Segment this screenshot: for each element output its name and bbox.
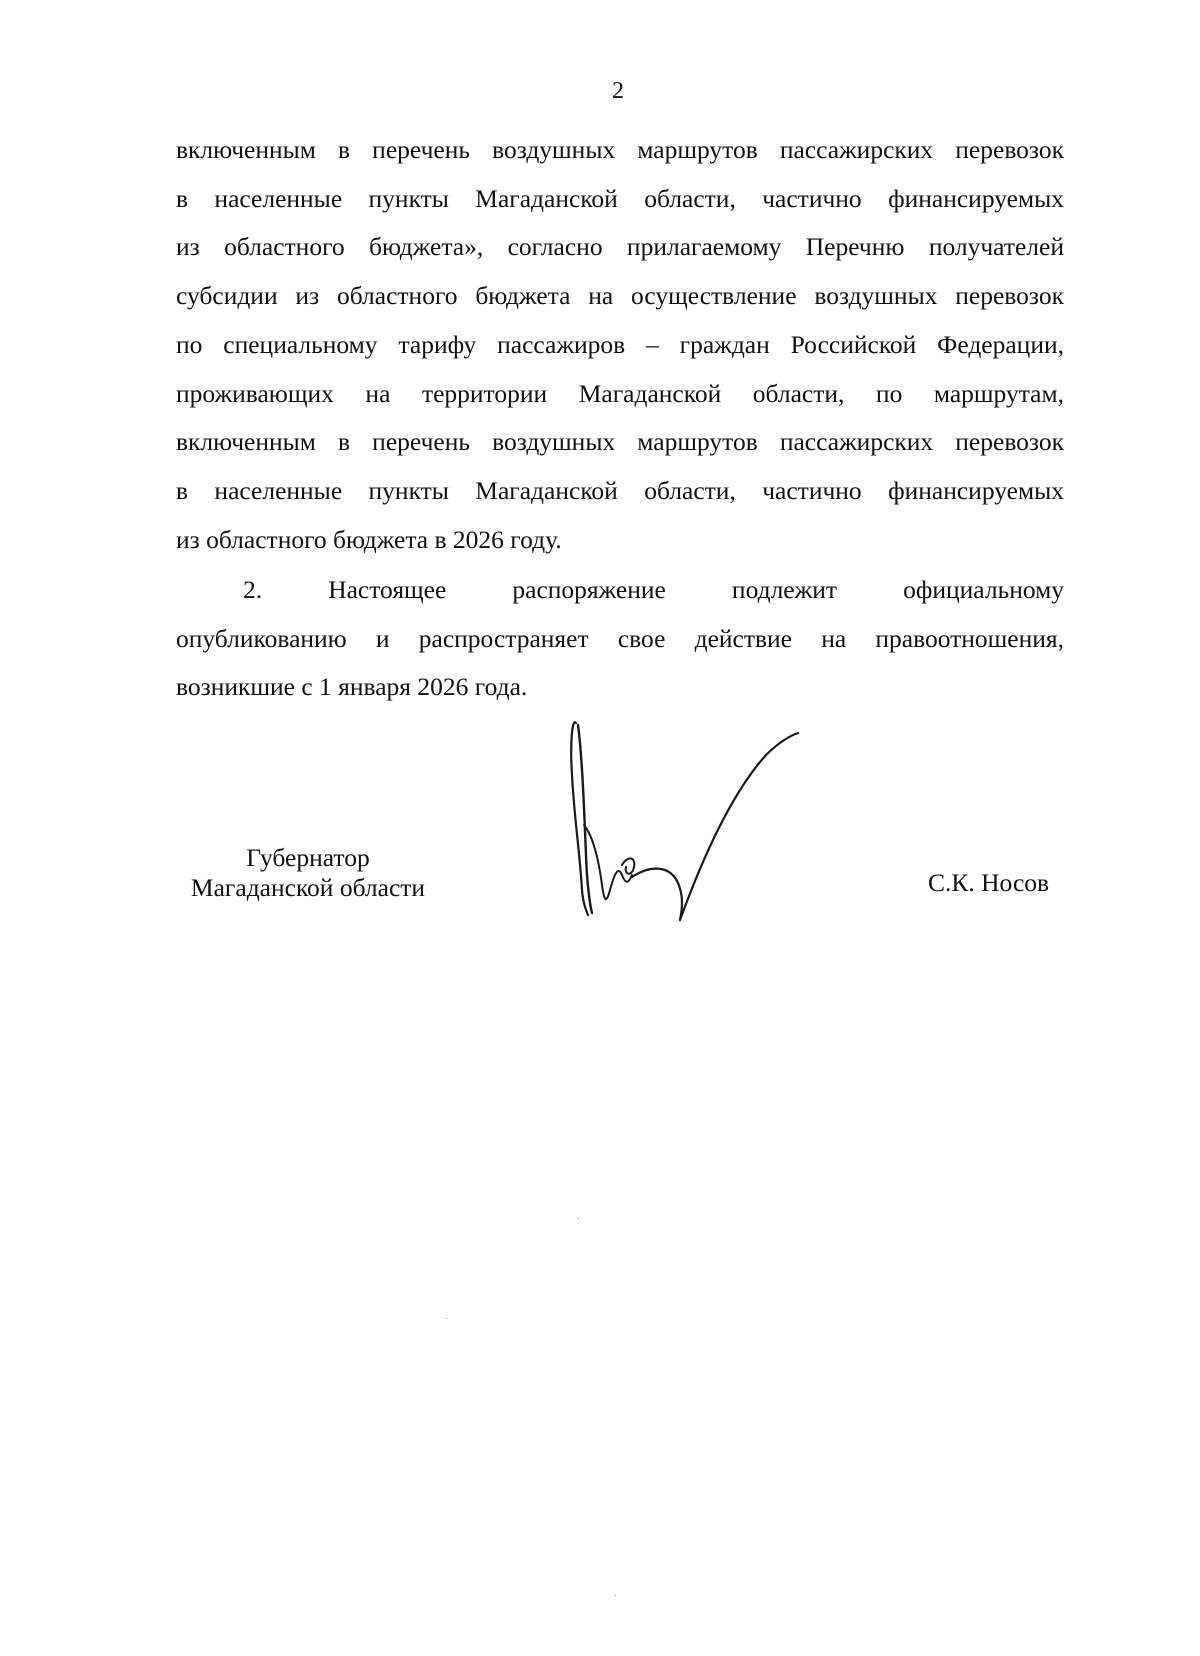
signature-stroke-loop-small (622, 858, 634, 873)
signatory-title-line-1: Губернатор (246, 843, 370, 872)
text-line: включенным в перечень воздушных маршрутов пассажирских перевозок (176, 427, 1064, 457)
scan-speck (577, 1218, 579, 1219)
text-line: опубликованию и распространяет свое действие на правоотношения, (176, 623, 1064, 653)
signatory-title-line-2: Магаданской области (190, 873, 426, 902)
page-number: 2 (612, 78, 624, 104)
body-paragraph-1 (176, 126, 1064, 564)
handwritten-signature (570, 715, 850, 975)
text-line: 2. Настоящее распоряжение подлежит официальному (243, 575, 1064, 604)
signatory-title (176, 843, 440, 903)
signatory-name: С.К. Носов (928, 868, 1050, 897)
body-paragraph-2 (176, 566, 1064, 712)
text-line: в населенные пункты Магаданской области, частично финансируемых (176, 183, 1064, 213)
text-line: проживающих на территории Магаданской области, по маршрутам, (176, 378, 1064, 408)
text-line: субсидии из областного бюджета на осуществление воздушных перевозок (176, 281, 1064, 311)
text-line: возникшие с 1 января 2026 года. (176, 672, 528, 702)
scan-speck (614, 1595, 616, 1596)
scan-speck (445, 1318, 447, 1319)
signature-stroke-spine (578, 725, 592, 913)
text-line: из областного бюджета», согласно прилагаемому Перечню получателей (176, 232, 1064, 262)
text-line: включенным в перечень воздушных маршрутов пассажирских перевозок (176, 135, 1064, 164)
signature-stroke-tail (632, 869, 682, 920)
signature-stroke-check (680, 733, 798, 920)
text-line: по специальному тарифу пассажиров – граждан Российской Федерации, (176, 329, 1064, 359)
text-line: в населенные пункты Магаданской области, частично финансируемых (176, 475, 1064, 505)
text-line: из областного бюджета в 2026 году. (176, 524, 562, 554)
